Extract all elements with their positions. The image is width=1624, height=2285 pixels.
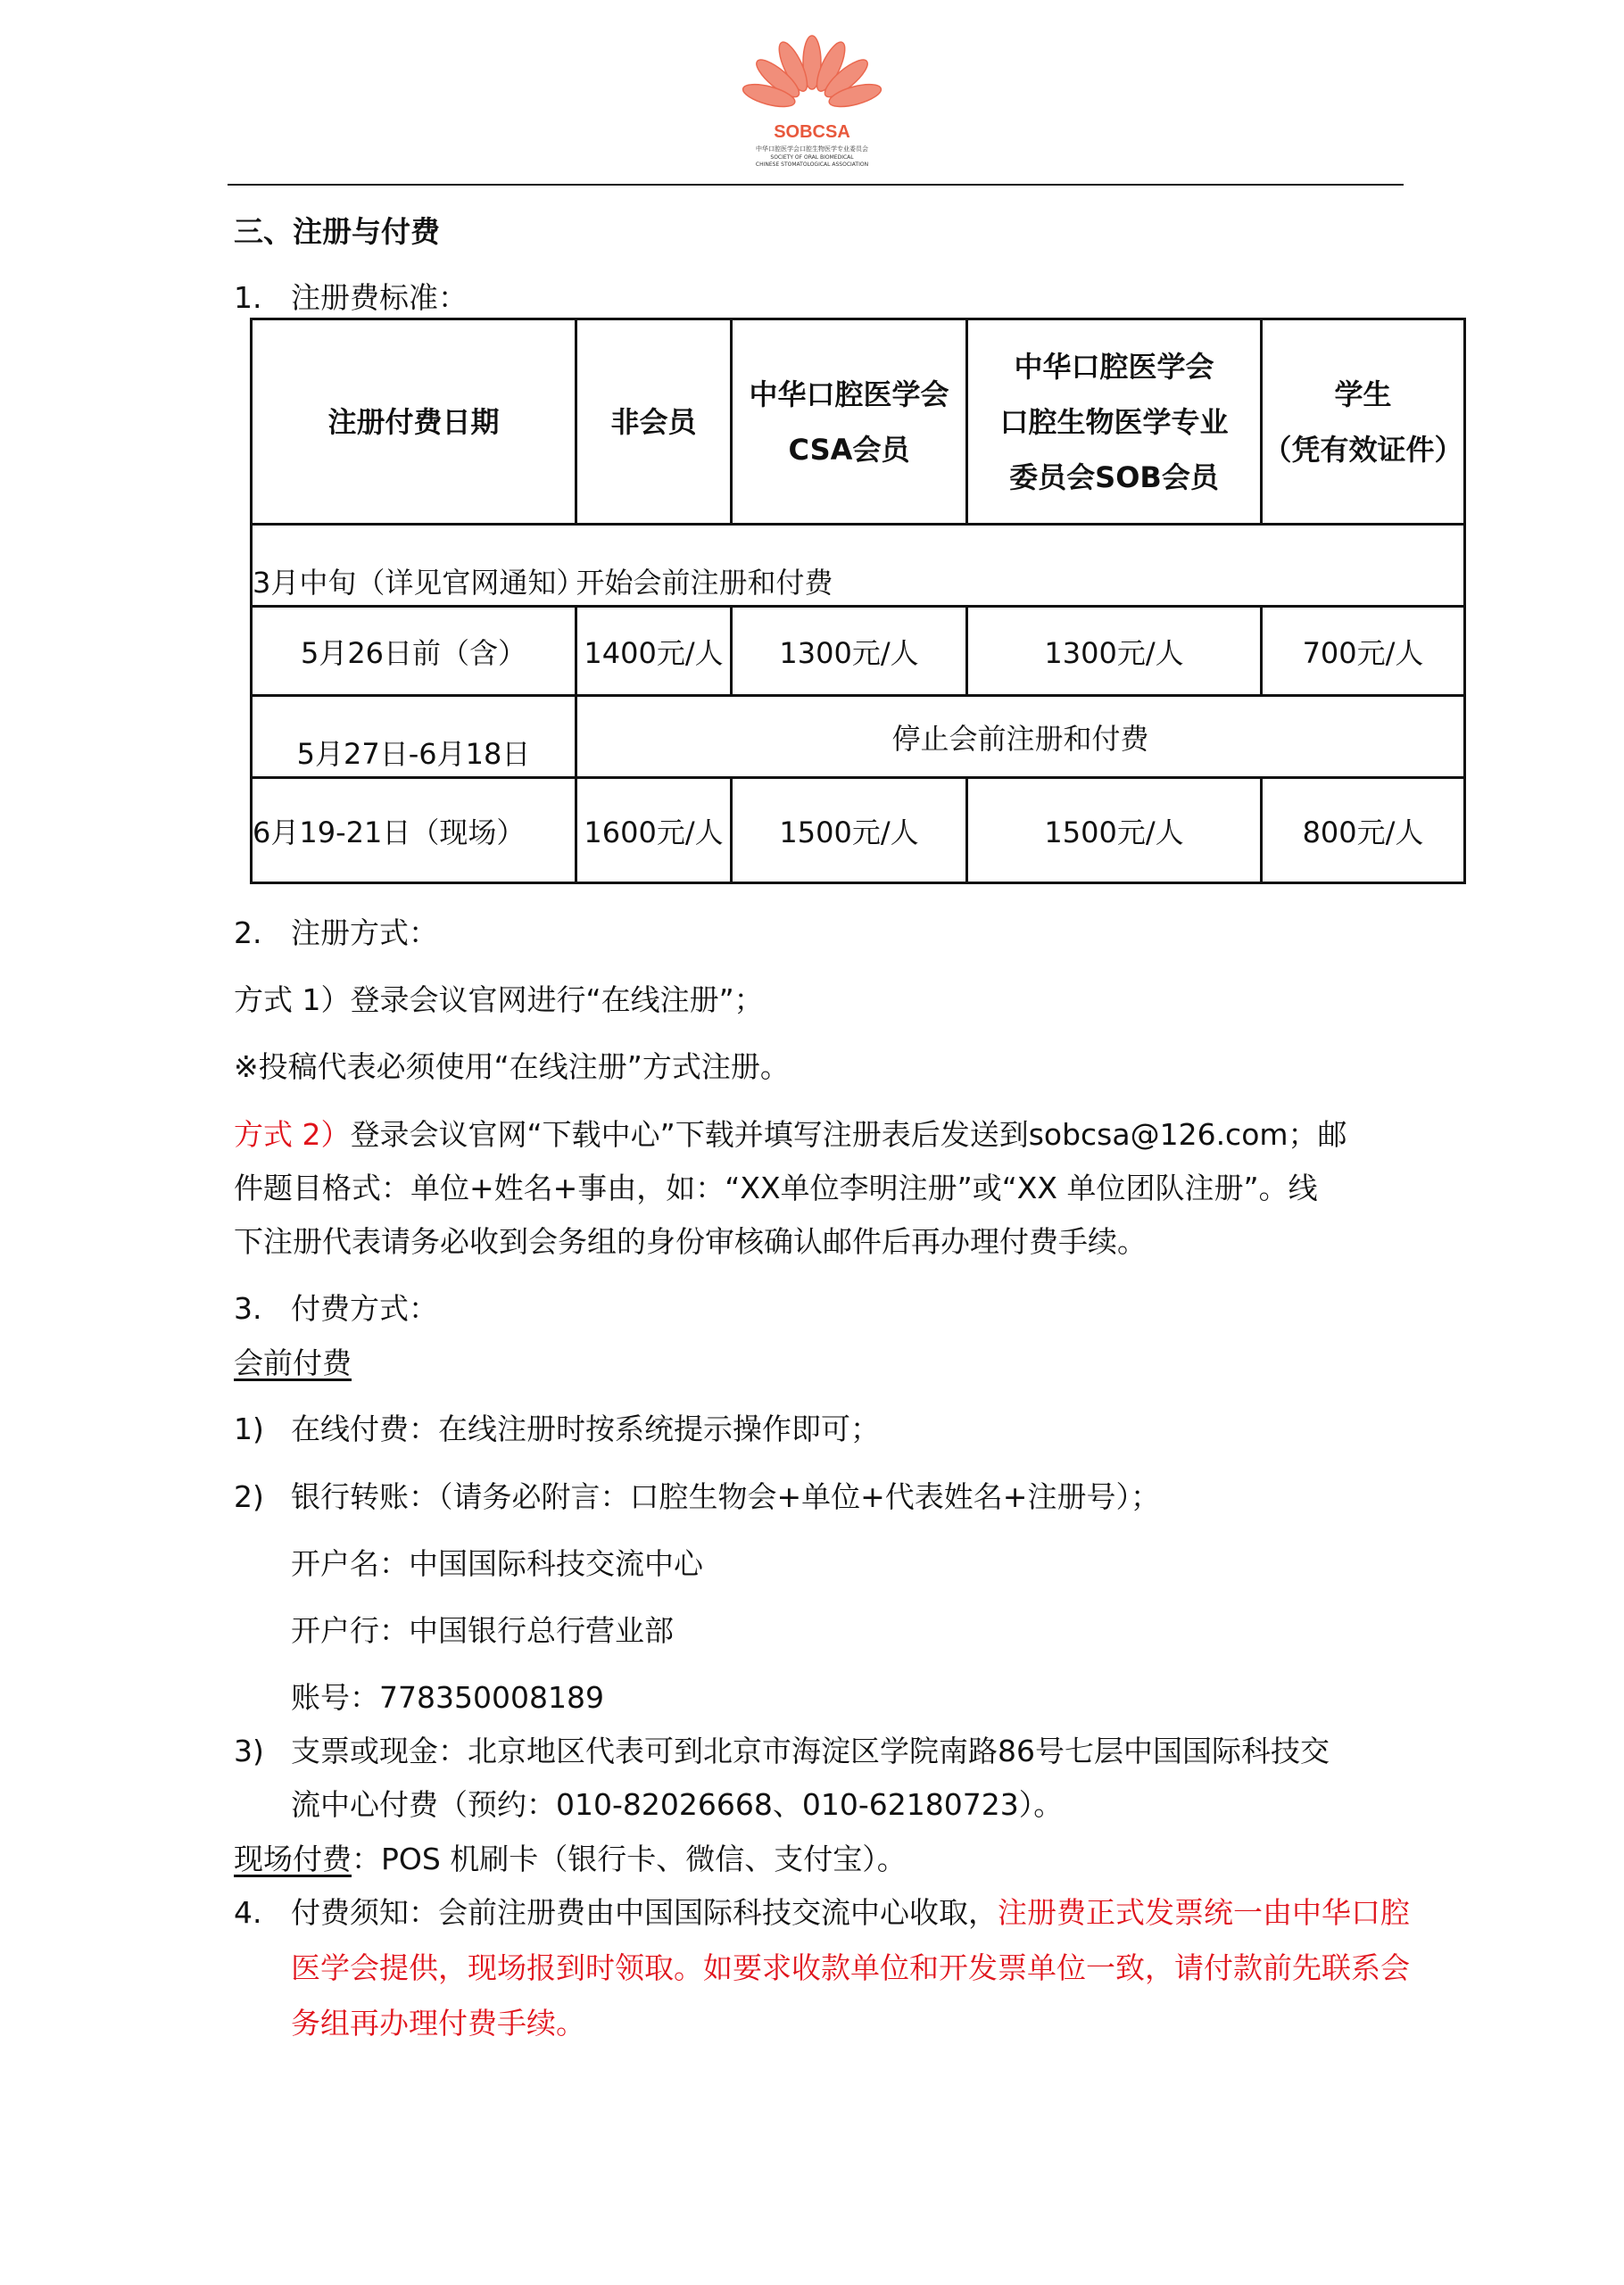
fee-heading bbox=[234, 275, 468, 321]
table-header-row bbox=[252, 319, 1465, 525]
header-sob-member: 中华口腔医学会 口腔生物医学专业 委员会SOB会员 bbox=[967, 319, 1262, 525]
pay-transfer bbox=[234, 1474, 1160, 1520]
pay-online bbox=[234, 1406, 880, 1453]
header-non-member: 非会员 bbox=[576, 319, 732, 525]
table-row-early bbox=[252, 607, 1465, 696]
fee-heading-num: 1. bbox=[234, 280, 262, 315]
notice-num: 4. bbox=[234, 1895, 262, 1930]
section-title: 三、注册与付费 bbox=[234, 214, 440, 249]
pay-cheque-line1: 支票或现金：北京地区代表可到北京市海淀区学院南路86号七层中国国际科技交 bbox=[291, 1734, 1330, 1768]
reg-heading-text: 注册方式： bbox=[291, 915, 438, 950]
stop-text: 停止会前注册和付费 bbox=[576, 696, 1465, 778]
header-divider bbox=[228, 184, 1404, 186]
reg-method-2-line3: 下注册代表请务必收到会务组的身份审核确认邮件后再办理付费手续。 bbox=[234, 1224, 1147, 1259]
account-bank: 开户行：中国银行总行营业部 bbox=[291, 1613, 674, 1648]
reg-method-2-line2: 件题目格式：单位+姓名+事由，如：“XX单位李明注册”或“XX 单位团队注册”。线 bbox=[234, 1171, 1318, 1205]
account-number: 账号：778350008189 bbox=[291, 1680, 604, 1715]
logo-subtitle-en2: CHINESE STOMATOLOGICAL ASSOCIATION bbox=[755, 161, 869, 168]
pay-cheque-num: 3) bbox=[234, 1734, 264, 1768]
table-row-stop bbox=[252, 696, 1465, 778]
reg-note: ※投稿代表必须使用“在线注册”方式注册。 bbox=[234, 1049, 790, 1084]
early-csa: 1300元/人 bbox=[732, 607, 967, 696]
onsite-text: ：POS 机刷卡（银行卡、微信、支付宝）。 bbox=[352, 1842, 907, 1876]
pay-transfer-num: 2) bbox=[234, 1479, 264, 1514]
onsite-label: 现场付费 bbox=[234, 1842, 352, 1876]
stop-date: 5月27日-6月18日 bbox=[252, 696, 576, 778]
header-csa-member: 中华口腔医学会 CSA会员 bbox=[732, 319, 967, 525]
prepay-label: 会前付费 bbox=[234, 1345, 352, 1380]
notice-text-black: 付费须知：会前注册费由中国国际科技交流中心收取， bbox=[291, 1895, 998, 1930]
payment-notice-line1 bbox=[234, 1890, 1410, 1936]
logo-text: SOBCSA bbox=[774, 122, 850, 142]
account-name: 开户名：中国国际科技交流中心 bbox=[291, 1546, 703, 1581]
onsite-sob: 1500元/人 bbox=[967, 778, 1262, 883]
header-date: 注册付费日期 bbox=[252, 319, 576, 525]
pay-heading-num: 3. bbox=[234, 1291, 262, 1326]
logo-subtitle-en1: SOCIETY OF ORAL BIOMEDICAL bbox=[770, 154, 854, 161]
onsite-payment bbox=[234, 1836, 907, 1883]
pay-cheque bbox=[234, 1728, 1330, 1775]
pay-transfer-text: 银行转账：（请务必附言：口腔生物会+单位+代表姓名+注册号）； bbox=[291, 1479, 1160, 1514]
notice-text-red: 注册费正式发票统一由中华口腔 bbox=[998, 1895, 1410, 1930]
reg-heading-num: 2. bbox=[234, 915, 262, 950]
sobcsa-logo bbox=[732, 27, 892, 170]
logo-subtitle-cn: 中华口腔医学会口腔生物医学专业委员会 bbox=[756, 145, 868, 153]
fee-table bbox=[250, 318, 1466, 884]
table-row-onsite bbox=[252, 778, 1465, 883]
pay-online-num: 1) bbox=[234, 1412, 264, 1446]
reg-method-2-prefix: 方式 2） bbox=[234, 1117, 351, 1152]
onsite-date: 6月19-21日（现场） bbox=[252, 778, 576, 883]
early-sob: 1300元/人 bbox=[967, 607, 1262, 696]
onsite-student: 800元/人 bbox=[1262, 778, 1465, 883]
payment-notice-line3: 务组再办理付费手续。 bbox=[291, 2006, 585, 2041]
onsite-non-member: 1600元/人 bbox=[576, 778, 732, 883]
reg-heading bbox=[234, 910, 438, 956]
fee-heading-text: 注册费标准： bbox=[291, 280, 468, 315]
pay-heading-text: 付费方式： bbox=[291, 1291, 438, 1326]
payment-notice-line2: 医学会提供，现场报到时领取。如要求收款单位和开发票单位一致，请付款前先联系会 bbox=[291, 1950, 1410, 1985]
open-date: 3月中旬（详见官网通知） bbox=[252, 525, 576, 607]
open-text: 开始会前注册和付费 bbox=[576, 525, 1465, 607]
early-student: 700元/人 bbox=[1262, 607, 1465, 696]
early-non-member: 1400元/人 bbox=[576, 607, 732, 696]
pay-cheque-line2: 流中心付费（预约：010-82026668、010-62180723）。 bbox=[291, 1787, 1064, 1822]
early-date: 5月26日前（含） bbox=[252, 607, 576, 696]
reg-method-2-text: 登录会议官网“下载中心”下载并填写注册表后发送到sobcsa@126.com；邮 bbox=[350, 1117, 1347, 1152]
header-student: 学生 （凭有效证件） bbox=[1262, 319, 1465, 525]
lotus-icon bbox=[732, 27, 892, 170]
pay-heading bbox=[234, 1286, 438, 1332]
pay-online-text: 在线付费：在线注册时按系统提示操作即可； bbox=[291, 1412, 880, 1446]
reg-method-2-line1 bbox=[234, 1112, 1347, 1158]
onsite-csa: 1500元/人 bbox=[732, 778, 967, 883]
table-row-open bbox=[252, 525, 1465, 607]
reg-method-1: 方式 1）登录会议官网进行“在线注册”； bbox=[234, 982, 764, 1017]
